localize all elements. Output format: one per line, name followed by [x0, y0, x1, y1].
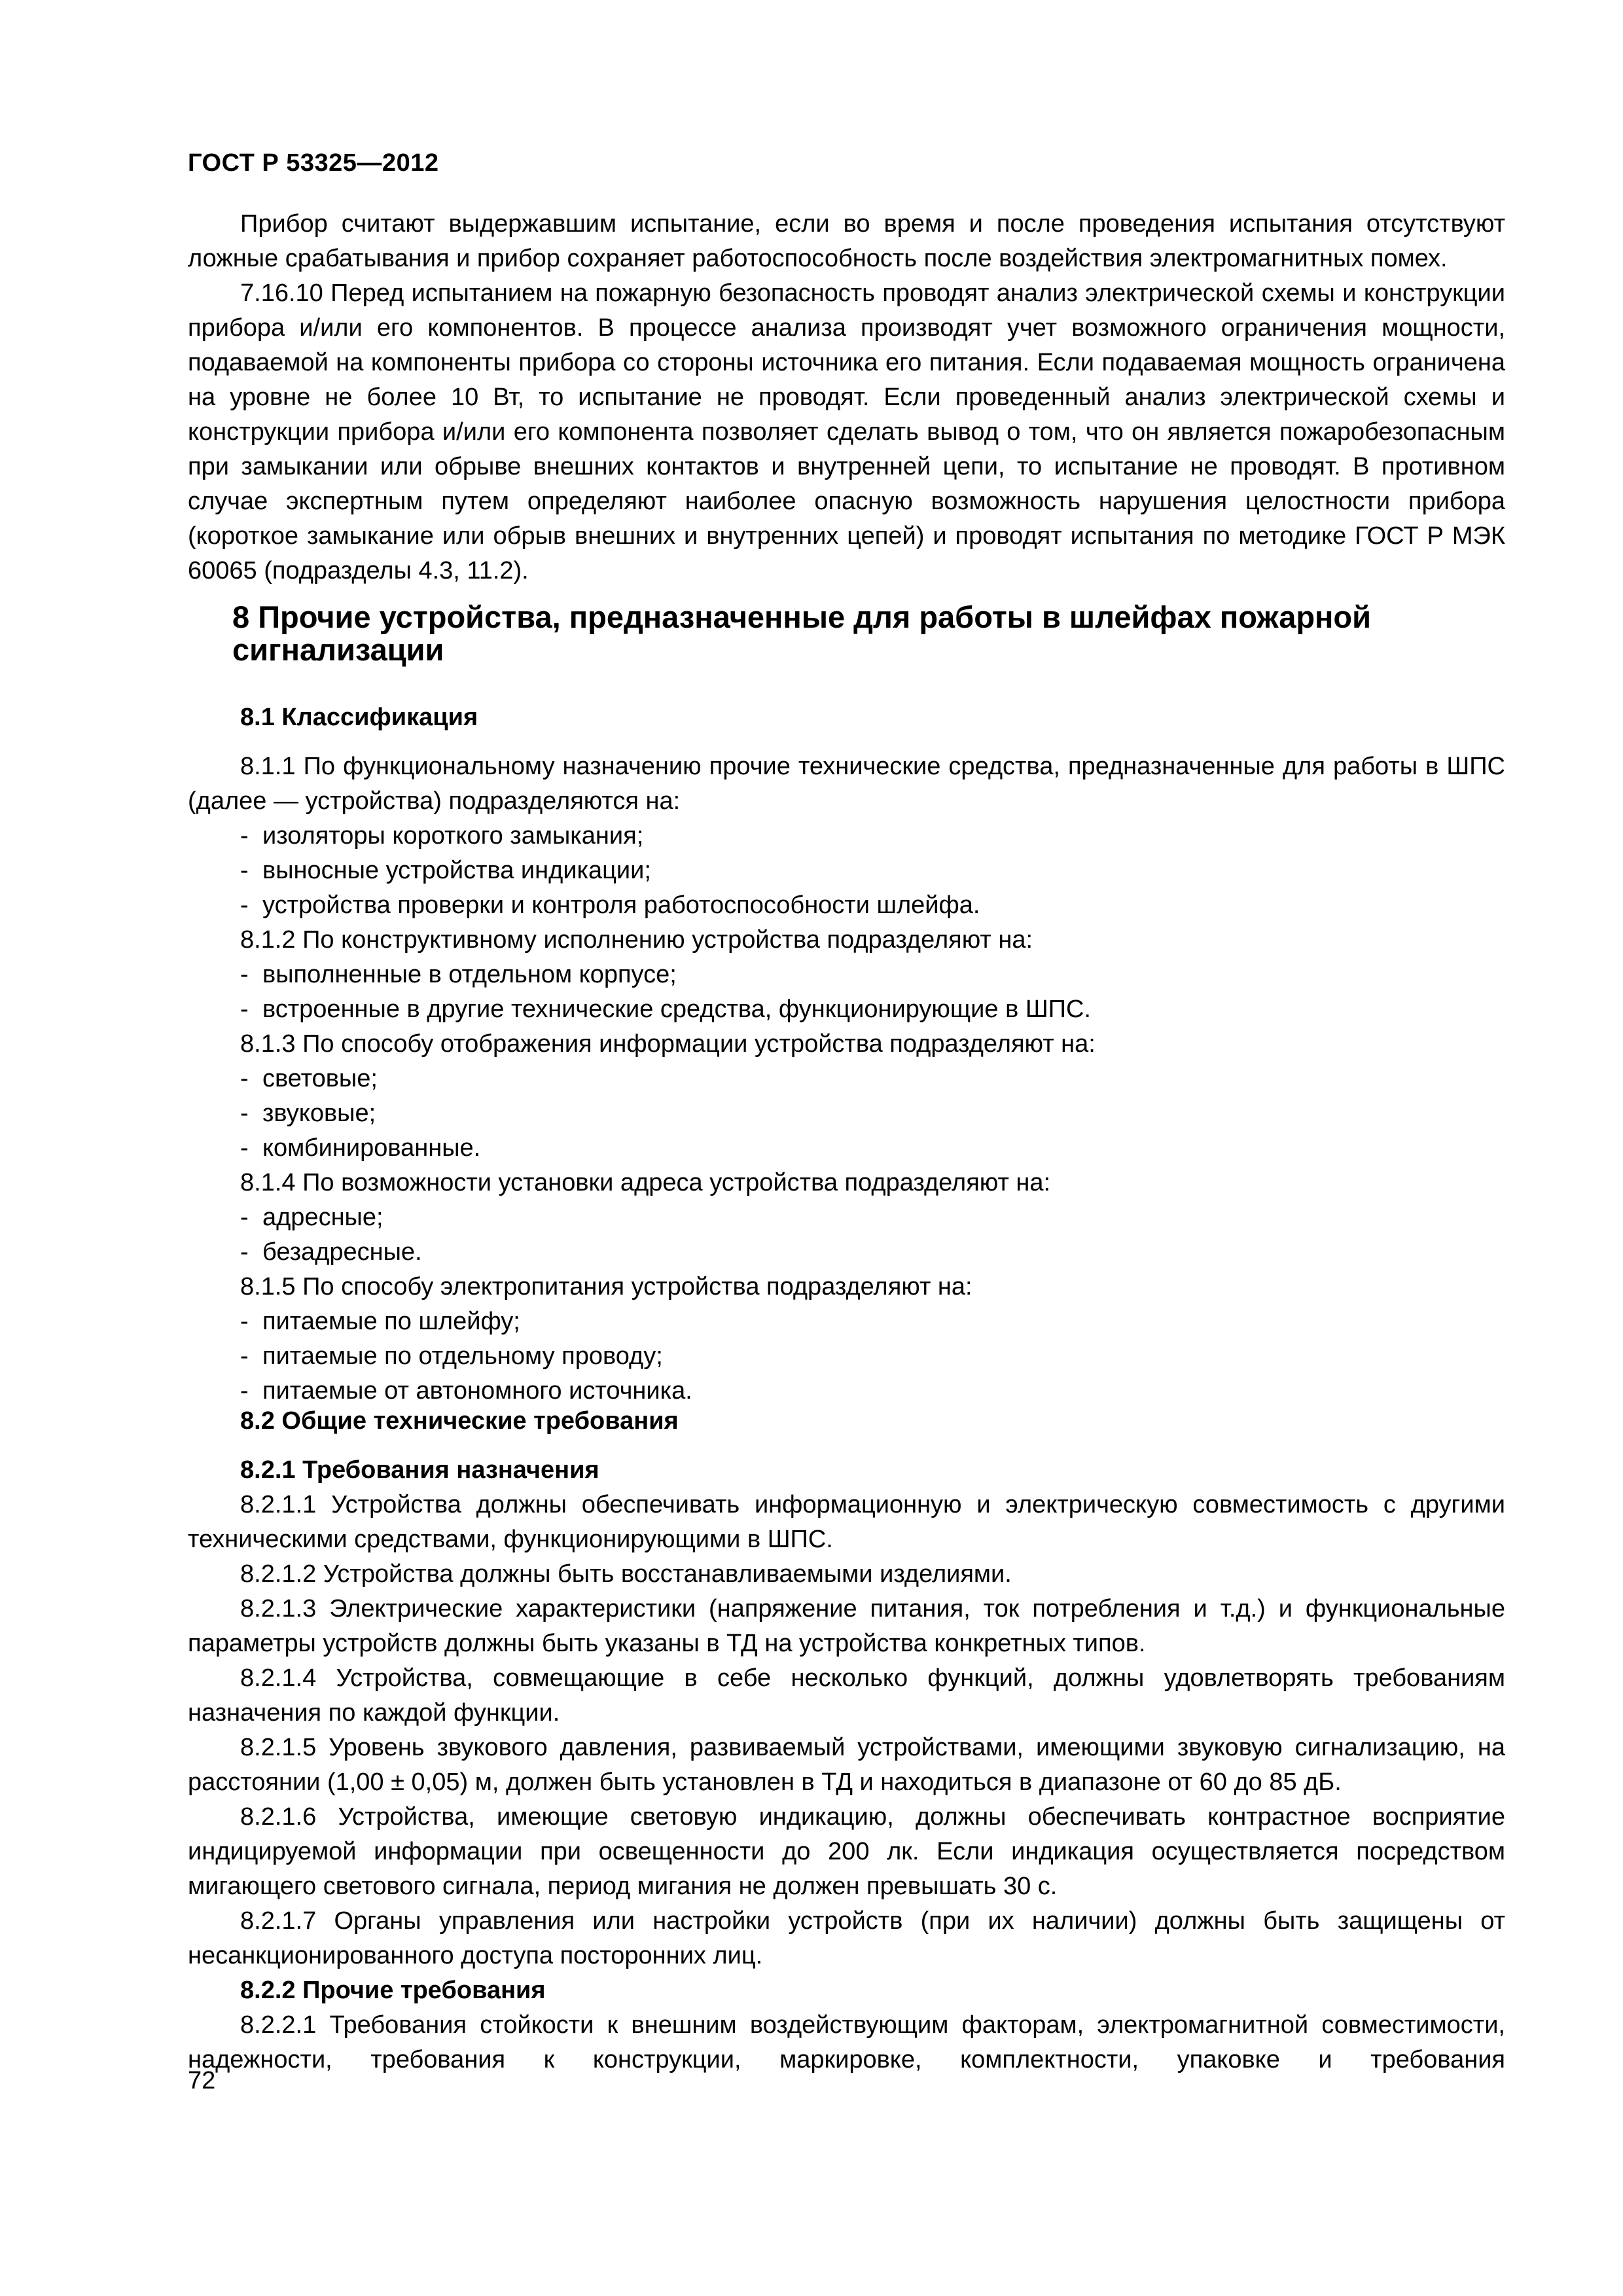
paragraph-8-2-1-6: 8.2.1.6 Устройства, имеющие световую индикацию, должны обеспечивать контрастное восприятие индицируемой информации при освещенности до 200 лк. Если индикация осуществляется посредством мигающего светового сигнала, период мигания не должен превышать 30 с.	[188, 1803, 1505, 1900]
dash-bullet: -	[240, 857, 249, 884]
list-item	[188, 1096, 1505, 1131]
list-item-text: звуковые;	[262, 1100, 376, 1127]
dash-bullet: -	[240, 996, 249, 1023]
list-8-1-1	[188, 819, 1505, 923]
dash-bullet: -	[240, 1204, 249, 1231]
list-item-text: безадресные.	[262, 1238, 422, 1266]
list-item-text: питаемые по шлейфу;	[262, 1308, 520, 1335]
paragraph-8-2-1-3: 8.2.1.3 Электрические характеристики (напряжение питания, ток потребления и т.д.) и функциональные параметры устройств должны быть указаны в ТД на устройства конкретных типов.	[188, 1595, 1505, 1657]
paragraph-8-2-1-5: 8.2.1.5 Уровень звукового давления, развиваемый устройствами, имеющими звуковую сигнализацию, на расстоянии (1,00 ± 0,05) м, должен быть установлен в ТД и находиться в диапазоне от 60 до 85 дБ.	[188, 1734, 1505, 1796]
list-item-text: изоляторы короткого замыкания;	[262, 822, 644, 850]
heading-8-1: 8.1 Классификация	[240, 704, 478, 731]
paragraph-8-2-1-1: 8.2.1.1 Устройства должны обеспечивать информационную и электрическую совместимость с другими техническими средствами, функционирующими в ШПС.	[188, 1491, 1505, 1553]
list-item-text: адресные;	[262, 1204, 383, 1231]
subsection-8-1	[188, 700, 1505, 1408]
list-8-1-2	[188, 958, 1505, 1027]
dash-bullet: -	[240, 1134, 249, 1162]
list-item	[188, 1200, 1505, 1235]
paragraph-8-1-5: 8.1.5 По способу электропитания устройства подразделяют на:	[240, 1273, 972, 1300]
paragraph-8-2-2-1: 8.2.2.1 Требования стойкости к внешним воздействующим факторам, электромагнитной совместимости, надежности, требования к конструкции, маркировке, комплектности, упаковке и требования	[188, 2011, 1505, 2073]
list-item	[188, 1131, 1505, 1166]
list-item	[188, 958, 1505, 992]
document-code-header: ГОСТ Р 53325—2012	[188, 149, 439, 177]
heading-8-2-1: 8.2.1 Требования назначения	[240, 1456, 599, 1484]
dash-bullet: -	[240, 961, 249, 988]
intro-block	[188, 207, 1505, 588]
paragraph-8-2-1-2: 8.2.1.2 Устройства должны быть восстанавливаемыми изделиями.	[240, 1560, 1012, 1588]
paragraph-8-1-1: 8.1.1 По функциональному назначению прочие технические средства, предназначенные для работы в ШПС (далее — устройства) подразделяются на:	[188, 753, 1505, 815]
subsection-8-2	[188, 1404, 1505, 2077]
list-item-text: встроенные в другие технические средства, функционирующие в ШПС.	[262, 996, 1091, 1023]
dash-bullet: -	[240, 1100, 249, 1127]
list-8-1-5	[188, 1304, 1505, 1408]
list-item-text: выполненные в отдельном корпусе;	[262, 961, 677, 988]
list-item-text: световые;	[262, 1065, 378, 1092]
dash-bullet: -	[240, 1065, 249, 1092]
list-item	[188, 992, 1505, 1027]
list-item-text: питаемые по отдельному проводу;	[262, 1342, 663, 1370]
paragraph-7-16-10: 7.16.10 Перед испытанием на пожарную безопасность проводят анализ электрической схемы и конструкции прибора и/или его компонентов. В процессе анализа производят учет возможного ограничения мощности, подаваемой на компоненты прибора со стороны источника его питания. Если подаваемая мощность ограничена на уровне не более 10 Вт, то испытание не проводят. Если проведенный анализ электрической схемы и конструкции прибора и/или его компонента позволяет сделать вывод о том, что он является пожаробезопасным при замыкании или обрыве внешних контактов и внутренней цепи, то испытание не проводят. В противном случае экспертным путем определяют наиболее опасную возможность нарушения целостности прибора (короткое замыкание или обрыв внешних и внутренних цепей) и проводят испытания по методике ГОСТ Р МЭК 60065 (подразделы 4.3, 11.2).	[188, 279, 1505, 584]
dash-bullet: -	[240, 1342, 249, 1370]
list-item	[188, 1304, 1505, 1339]
paragraph-8-1-3: 8.1.3 По способу отображения информации устройства подразделяют на:	[240, 1030, 1096, 1058]
list-item	[188, 888, 1505, 923]
list-item	[188, 1339, 1505, 1374]
list-item	[188, 853, 1505, 888]
list-item	[188, 1062, 1505, 1096]
list-item	[188, 819, 1505, 853]
paragraph-8-2-1-4: 8.2.1.4 Устройства, совмещающие в себе несколько функций, должны удовлетворять требованиям назначения по каждой функции.	[188, 1664, 1505, 1727]
list-item	[188, 1235, 1505, 1270]
dash-bullet: -	[240, 822, 249, 850]
paragraph-test-passed: Прибор считают выдержавшим испытание, если во время и после проведения испытания отсутствуют ложные срабатывания и прибор сохраняет работоспособность после воздействия электромагнитных помех.	[188, 210, 1505, 272]
paragraph-8-2-1-7: 8.2.1.7 Органы управления или настройки устройств (при их наличии) должны быть защищены от несанкционированного доступа посторонних лиц.	[188, 1907, 1505, 1969]
dash-bullet: -	[240, 891, 249, 919]
list-item-text: питаемые от автономного источника.	[262, 1377, 692, 1405]
heading-8-2-2: 8.2.2 Прочие требования	[240, 1977, 546, 2004]
heading-8-2: 8.2 Общие технические требования	[240, 1407, 679, 1435]
dash-bullet: -	[240, 1308, 249, 1335]
list-8-1-3	[188, 1062, 1505, 1166]
section-8-title-block	[188, 601, 1505, 666]
list-item-text: комбинированные.	[262, 1134, 481, 1162]
section-8-title: 8 Прочие устройства, предназначенные для работы в шлейфах пожарной сигнализации	[232, 600, 1372, 667]
list-item-text: устройства проверки и контроля работоспособности шлейфа.	[262, 891, 980, 919]
list-8-1-4	[188, 1200, 1505, 1270]
paragraph-8-1-2: 8.1.2 По конструктивному исполнению устройства подразделяют на:	[240, 926, 1033, 954]
dash-bullet: -	[240, 1377, 249, 1405]
paragraph-8-1-4: 8.1.4 По возможности установки адреса устройства подразделяют на:	[240, 1169, 1051, 1196]
list-item-text: выносные устройства индикации;	[262, 857, 651, 884]
dash-bullet: -	[240, 1238, 249, 1266]
page-number: 72	[188, 2067, 216, 2094]
